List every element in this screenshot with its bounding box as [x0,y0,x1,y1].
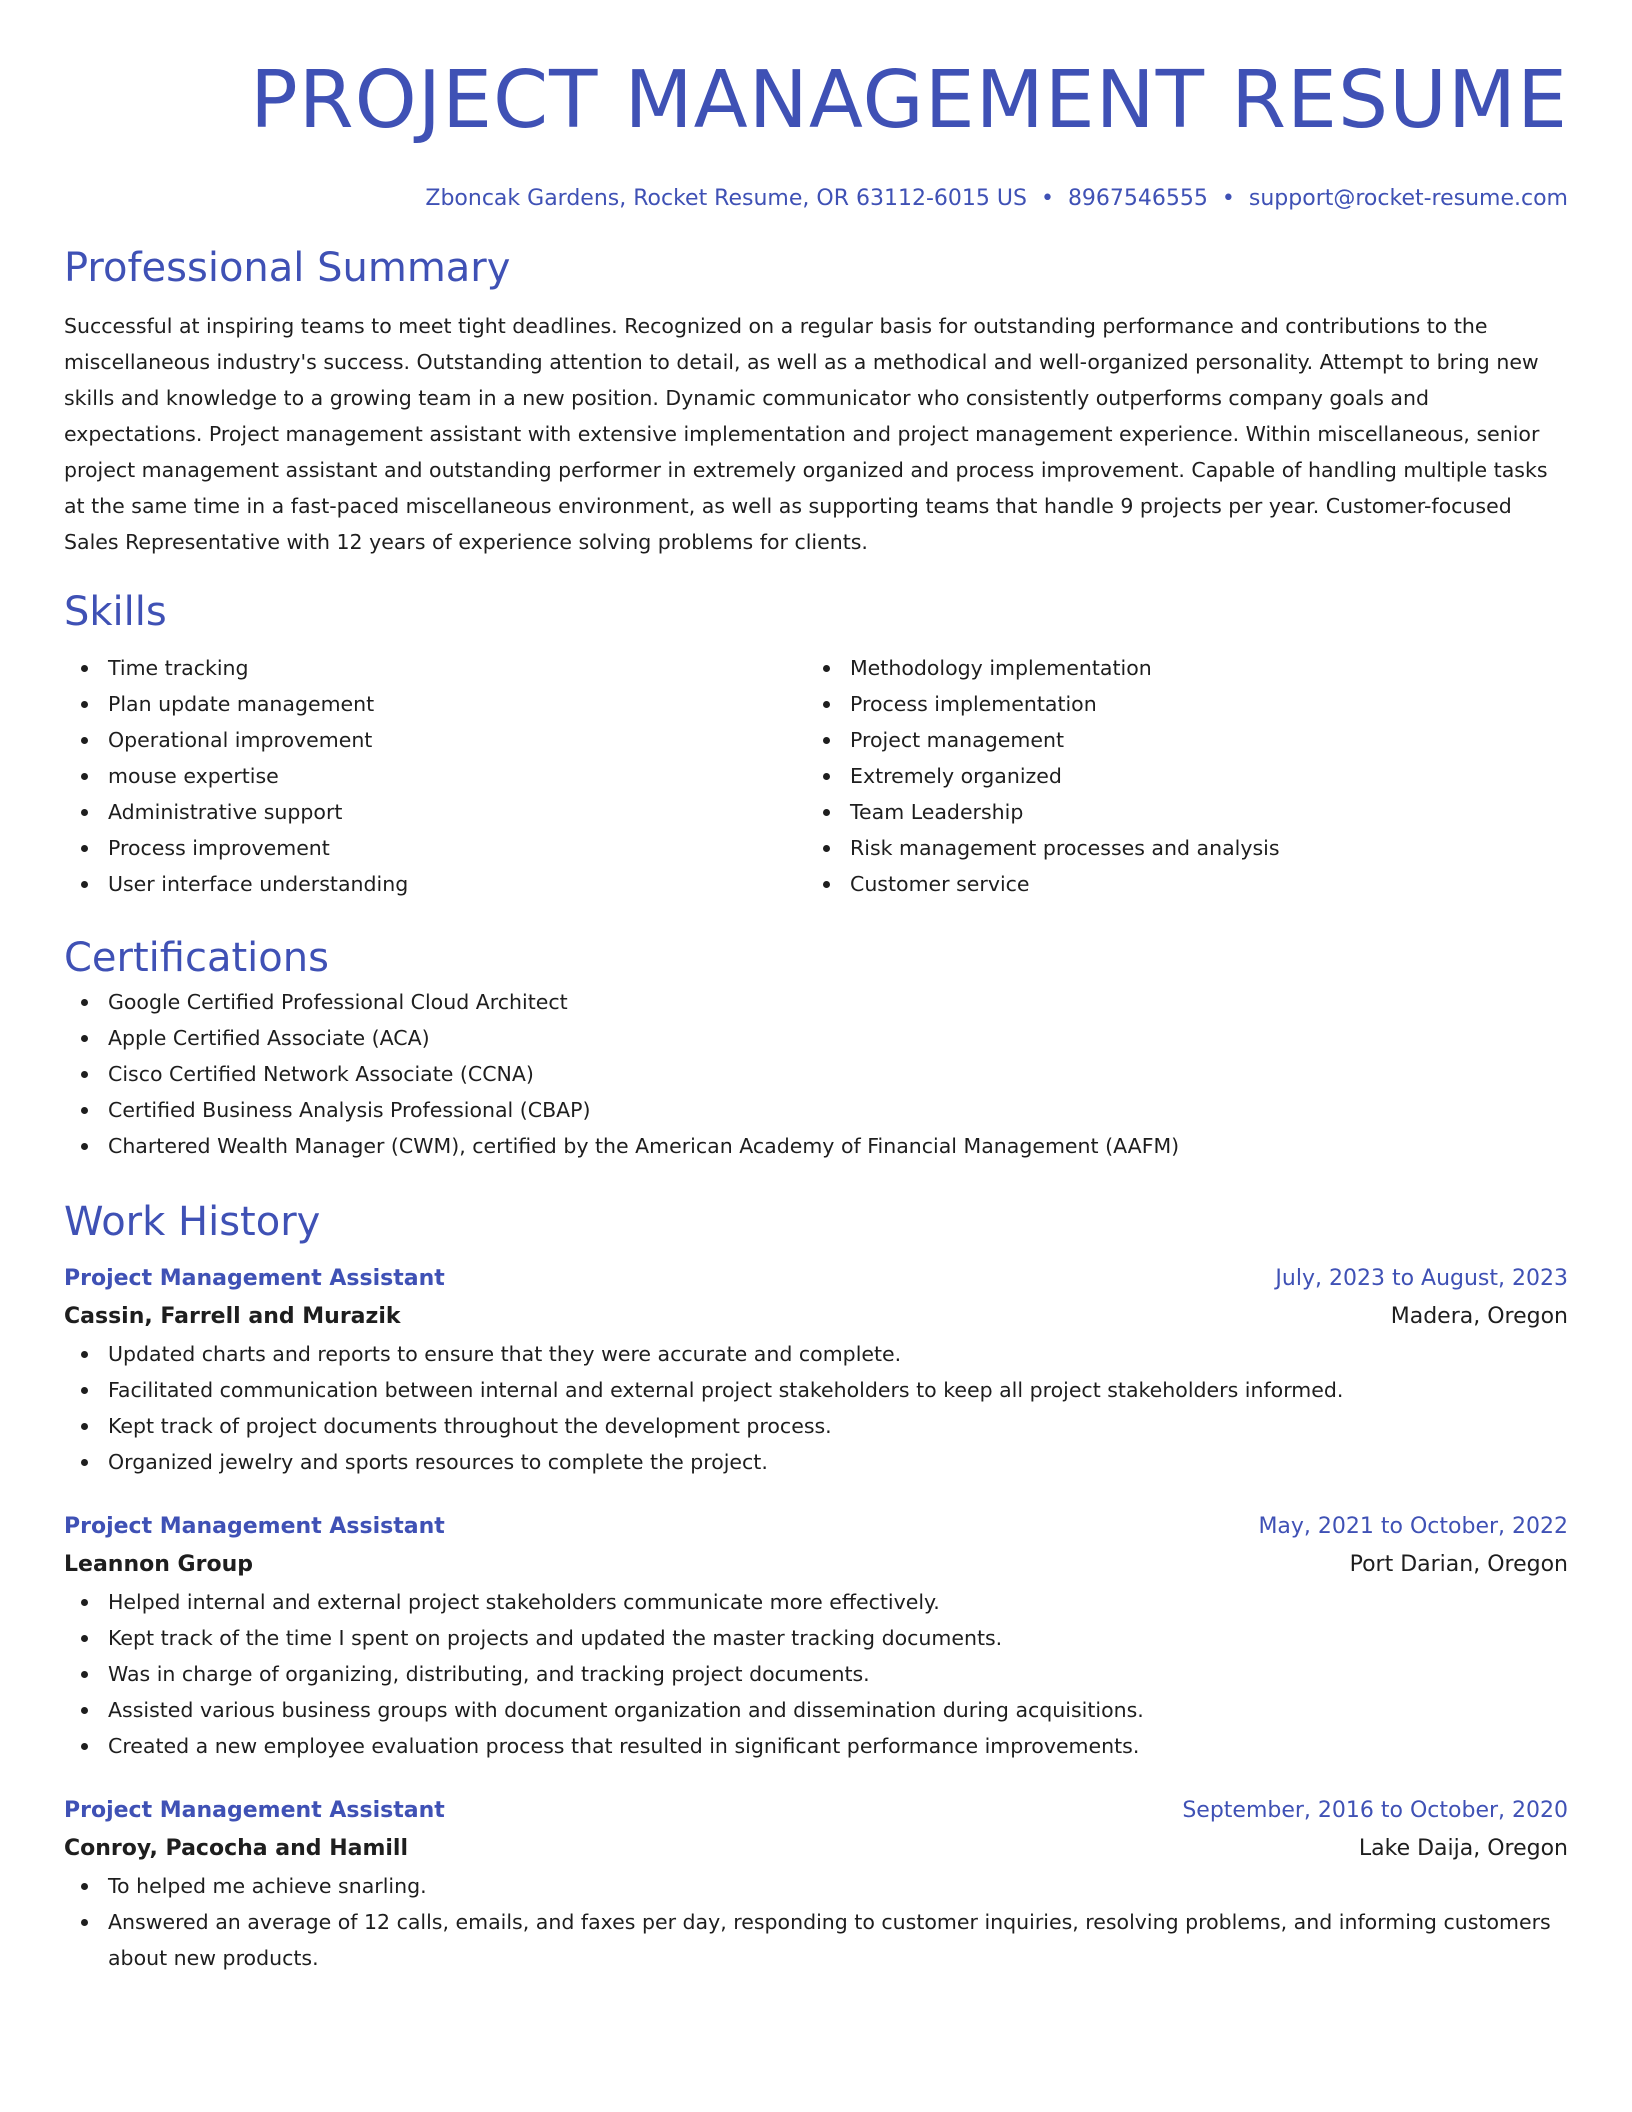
skill-item: mouse expertise [64,758,806,794]
job-title: Project Management Assistant [64,1266,445,1291]
skill-item: Process implementation [806,686,1548,722]
contact-separator: • [1221,186,1235,211]
resume-header [64,0,1568,214]
contact-address: Zboncak Gardens, Rocket Resume, OR 63112-6015 US [425,186,1027,211]
certification-item: Apple Certified Associate (ACA) [64,1020,1568,1056]
job-bullet: Kept track of project documents throughout the development process. [64,1408,1568,1444]
job-company: Cassin, Farrell and Murazik [64,1304,401,1329]
certification-item: Chartered Wealth Manager (CWM), certified by the American Academy of Financial Management (AAFM) [64,1128,1568,1164]
contact-separator: • [1040,186,1054,211]
job-bullet: To helped me achieve snarling. [64,1868,1568,1904]
skill-item: Plan update management [64,686,806,722]
skill-item: Risk management processes and analysis [806,830,1548,866]
skill-item: Customer service [806,866,1548,902]
skills-left-list [64,650,806,902]
job-bullet-list [64,1868,1568,1976]
job-dates: September, 2016 to October, 2020 [1182,1798,1568,1823]
job-title: Project Management Assistant [64,1514,445,1539]
job-company-row [64,1298,1568,1336]
skills-grid [64,650,1568,902]
certifications-list [64,984,1568,1164]
resume-title: PROJECT MANAGEMENT RESUME [250,54,1568,146]
job-company-row [64,1546,1568,1584]
skill-item: Administrative support [64,794,806,830]
job-title-row [64,1792,1568,1830]
job-title: Project Management Assistant [64,1798,445,1823]
skill-item: Time tracking [64,650,806,686]
skill-item: Team Leadership [806,794,1548,830]
skill-item: Operational improvement [64,722,806,758]
skill-item: Project management [806,722,1548,758]
job-location: Madera, Oregon [1390,1304,1568,1329]
job-bullet: Was in charge of organizing, distributing, and tracking project documents. [64,1656,1568,1692]
job-bullet: Assisted various business groups with document organization and dissemination during acquisitions. [64,1692,1568,1728]
contact-line [64,184,1568,214]
skill-item: Process improvement [64,830,806,866]
certifications-heading: Certifications [64,935,329,981]
work-history-heading: Work History [64,1199,321,1245]
job-dates: July, 2023 to August, 2023 [1275,1266,1568,1291]
certification-item: Google Certified Professional Cloud Architect [64,984,1568,1020]
certification-item: Cisco Certified Network Associate (CCNA) [64,1056,1568,1092]
job-company-row [64,1830,1568,1868]
job-bullet: Updated charts and reports to ensure that they were accurate and complete. [64,1336,1568,1372]
job-title-row [64,1508,1568,1546]
job-company: Leannon Group [64,1552,253,1577]
summary-heading: Professional Summary [64,245,511,291]
contact-phone: 8967546555 [1067,186,1208,211]
skill-item: Extremely organized [806,758,1548,794]
job-bullet-list [64,1584,1568,1764]
job-location: Lake Daija, Oregon [1358,1836,1568,1861]
skills-right-list [806,650,1548,902]
job-bullet-list [64,1336,1568,1480]
skill-item: Methodology implementation [806,650,1548,686]
job-location: Port Darian, Oregon [1349,1552,1568,1577]
summary-text: Successful at inspiring teams to meet tight deadlines. Recognized on a regular basis for outstanding performance and contributions to the miscellaneous industry's success. Outstanding attention to detail, as well as a methodical and well-organized personality. Attempt to bring new skills and knowledge to a growing team in a new position. Dynamic communicator who consistently outperforms company goals and expectations. Project management assistant with extensive implementation and project management experience. Within miscellaneous, senior project management assistant and outstanding performer in extremely organized and process improvement. Capable of handling multiple tasks at the same time in a fast-paced miscellaneous environment, as well as supporting teams that handle 9 projects per year. Customer-focused Sales Representative with 12 years of experience solving problems for clients. [64,314,1548,554]
skills-heading: Skills [64,589,167,635]
job-bullet: Facilitated communication between internal and external project stakeholders to keep all project stakeholders informed. [64,1372,1568,1408]
job-company: Conroy, Pacocha and Hamill [64,1836,408,1861]
job-bullet: Answered an average of 12 calls, emails, and faxes per day, responding to customer inquiries, resolving problems, and informing customers about new products. [64,1904,1568,1976]
job-entry [64,1792,1568,1976]
job-bullet: Kept track of the time I spent on projects and updated the master tracking documents. [64,1620,1568,1656]
job-bullet: Helped internal and external project stakeholders communicate more effectively. [64,1584,1568,1620]
job-bullet: Created a new employee evaluation process that resulted in significant performance improvements. [64,1728,1568,1764]
job-entry [64,1508,1568,1764]
skill-item: User interface understanding [64,866,806,902]
contact-email: support@rocket-resume.com [1248,186,1568,211]
job-dates: May, 2021 to October, 2022 [1258,1514,1568,1539]
job-bullet: Organized jewelry and sports resources to complete the project. [64,1444,1568,1480]
job-entry [64,1260,1568,1480]
job-title-row [64,1260,1568,1298]
certification-item: Certified Business Analysis Professional (CBAP) [64,1092,1568,1128]
